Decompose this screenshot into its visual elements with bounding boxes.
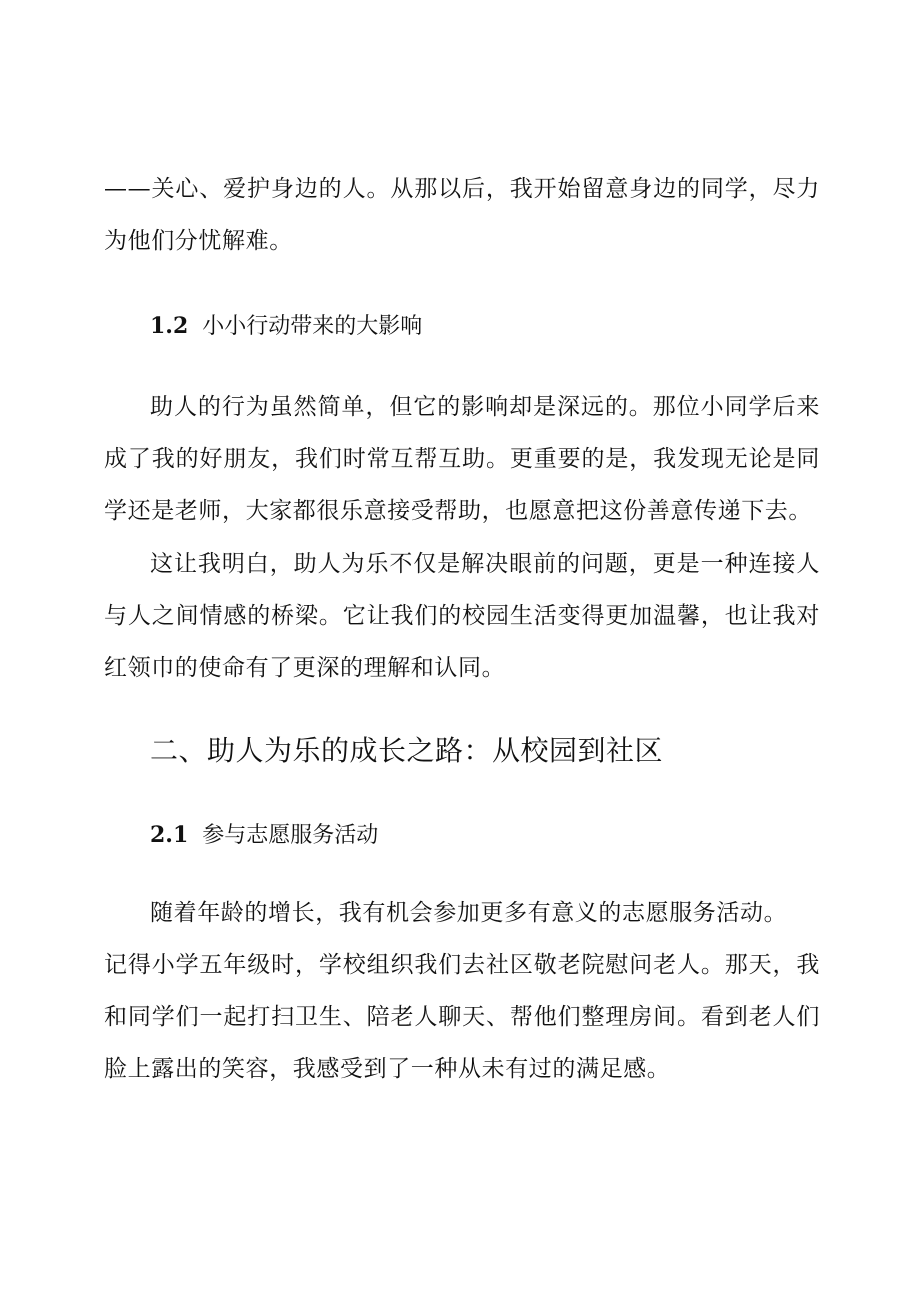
paragraph-impact: 助人的行为虽然简单，但它的影响却是深远的。那位小同学后来成了我的好朋友，我们时常互帮互助。更重要的是，我发现无论是同学还是老师，大家都很乐意接受帮助，也愿意把这份善意传递下去。 — [104, 394, 820, 524]
paragraph-continuation: ——关心、爱护身边的人。从那以后，我开始留意身边的同学，尽力为他们分忧解难。 — [104, 176, 820, 254]
section-heading-2-1 — [150, 820, 378, 851]
section-number: 2.1 — [150, 822, 189, 848]
section-title: 小小行动带来的大影响 — [202, 314, 423, 339]
paragraph-volunteer-story: 记得小学五年级时，学校组织我们去社区敬老院慰问老人。那天，我和同学们一起打扫卫生、陪老人聊天、帮他们整理房间。看到老人们脸上露出的笑容，我感受到了一种从未有过的满足感。 — [104, 952, 820, 1082]
section-title: 参与志愿服务活动 — [202, 823, 379, 848]
paragraph-volunteer-intro: 随着年龄的增长，我有机会参加更多有意义的志愿服务活动。 — [150, 900, 788, 926]
section-number: 1.2 — [150, 313, 189, 339]
section-heading-1-2 — [150, 311, 422, 342]
paragraph-bridge: 这让我明白，助人为乐不仅是解决眼前的问题，更是一种连接人与人之间情感的桥梁。它让我们的校园生活变得更加温馨，也让我对红领巾的使命有了更深的理解和认同。 — [104, 551, 820, 681]
chapter-heading-2: 二、助人为乐的成长之路：从校园到社区 — [150, 734, 664, 767]
